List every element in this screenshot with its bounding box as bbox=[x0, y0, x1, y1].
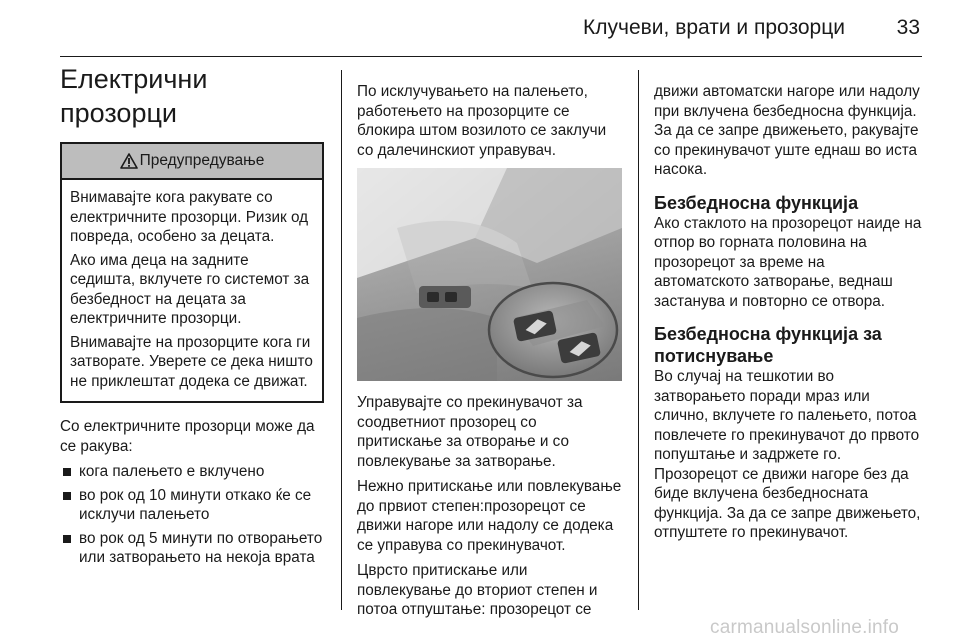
operation-paragraph: Цврсто притискање или повлекување до вториот степен и потоа отпуштање: прозорецот се bbox=[357, 562, 598, 618]
header-divider bbox=[60, 56, 922, 57]
bullet-square-icon bbox=[63, 535, 71, 543]
operation-intro: Со електричните прозорци може да се ракува: bbox=[60, 418, 315, 455]
operation-conditions-list bbox=[60, 462, 326, 568]
column-left bbox=[60, 62, 326, 568]
list-item-text: во рок од 10 минути откако ќе се исклучи палењето bbox=[79, 486, 312, 523]
header-title: Клучеви, врати и прозорци bbox=[583, 16, 845, 39]
warning-heading-label: Предупредување bbox=[139, 152, 265, 169]
override-function-title: Безбедносна функција за потиснување bbox=[654, 324, 882, 366]
operation-paragraph: Нежно притискање или повлекување до првиот степен:прозорецот се движи нагоре или надолу се додека се управува со прекинувачот. bbox=[357, 478, 622, 554]
lockout-paragraph: По исклучувањето на палењето, работењето на прозорците се блокира штом возилото се заклучи со далечинскиот управувач. bbox=[357, 83, 607, 159]
bullet-square-icon bbox=[63, 468, 71, 476]
column-divider bbox=[341, 70, 342, 610]
safety-function-text: Ако стаклото на прозорецот наиде на отпор во горната половина на прозорецот за време на автоматското затворање, веднаш застанува и повторно се отвора. bbox=[654, 214, 922, 310]
column-right bbox=[654, 82, 922, 549]
section-title: Електрични прозорци bbox=[60, 64, 208, 128]
continuation-paragraph: движи автоматски нагоре или надолу при вклучена безбедносна функција. За да се запре движењето, ракувајте со прекинувачот уште еднаш во иста насока. bbox=[654, 83, 920, 178]
list-item bbox=[60, 529, 326, 568]
warning-heading bbox=[62, 144, 322, 180]
safety-function-title: Безбедносна функција bbox=[654, 192, 859, 213]
column-middle bbox=[357, 82, 622, 626]
list-item bbox=[60, 486, 326, 525]
list-item-text: кога палењето е вклучено bbox=[79, 463, 265, 480]
warning-triangle-icon bbox=[120, 153, 138, 169]
column-divider bbox=[638, 70, 639, 610]
bullet-square-icon bbox=[63, 492, 71, 500]
warning-paragraph: Внимавајте на прозорците кога ги затворате. Уверете се дека ништо не приклештат додека се движат. bbox=[70, 333, 313, 390]
page-number: 33 bbox=[896, 16, 920, 39]
warning-paragraph: Ако има деца на задните седишта, вклучете го системот за безбедност на децата за електричните прозорци. bbox=[70, 251, 310, 327]
list-item bbox=[60, 462, 326, 482]
override-function-text: Во случај на тешкотии во затворањето поради мраз или слично, вклучете го палењето, потоа повлечете го прекинувачот до првото попуштање и задржете го. Прозорецот се движи нагоре без да биде вклучена безбедносната функција. За да се запре движењето, отпуштете го прекинувачот. bbox=[654, 368, 921, 541]
list-item-text: во рок од 5 минути по отворањето или затворањето на некоја врата bbox=[79, 529, 323, 566]
warning-paragraph: Внимавајте кога ракувате со електричните прозорци. Ризик од повреда, особено за децата. bbox=[70, 189, 309, 245]
operation-paragraph: Управувајте со прекинувачот за соодветниот прозорец со притискање за отворање и со повлекување за затворање. bbox=[357, 394, 583, 470]
window-switch-illustration bbox=[357, 168, 622, 381]
watermark: carmanualsonline.info bbox=[710, 617, 900, 638]
warning-box bbox=[60, 142, 324, 403]
warning-body bbox=[62, 180, 322, 401]
